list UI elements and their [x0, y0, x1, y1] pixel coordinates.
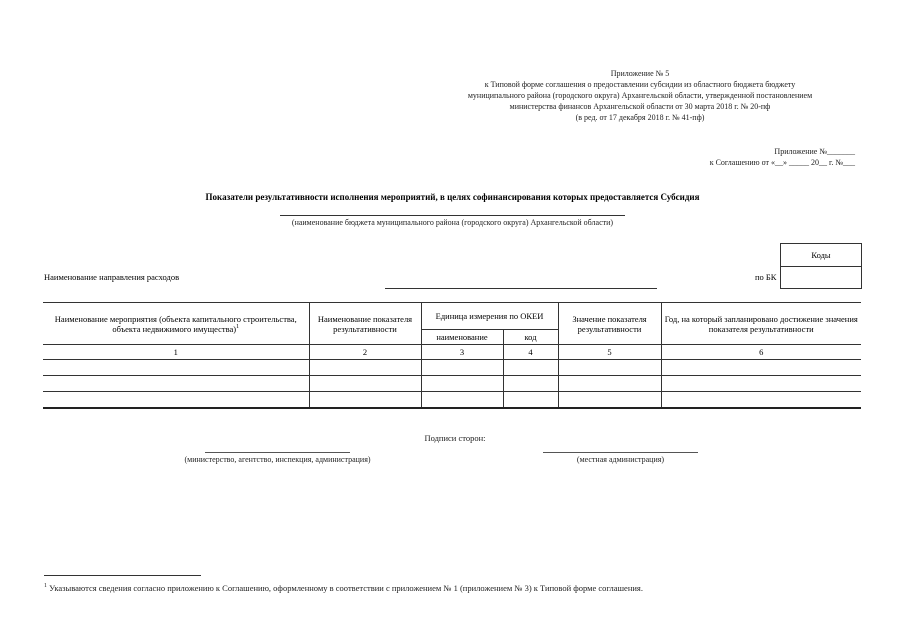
appendix-header	[420, 68, 860, 123]
column-number-row	[43, 345, 861, 360]
budget-name-caption: (наименование бюджета муниципального района (городского округа) Архангельской области)	[291, 218, 614, 227]
table-cell	[503, 376, 558, 392]
table-cell	[421, 360, 503, 376]
table-row	[43, 376, 861, 392]
col-header-unit: Единица измерения по ОКЕИ	[421, 303, 558, 330]
document-title: Показатели результативности исполнения мероприятий, в целях софинансирования которых предоставляется Субсидия	[205, 192, 700, 202]
col-header-value: Значение показателя результативности	[558, 303, 661, 345]
footnote-text: Указываются сведения согласно приложению к Соглашению, оформленному в соответствии с приложением № 1 (приложением № 3) к Типовой форме соглашения.	[49, 583, 643, 593]
indicators-table	[43, 302, 861, 409]
column-number: 6	[661, 345, 861, 360]
column-number: 1	[43, 345, 309, 360]
expense-direction-line	[385, 288, 657, 289]
table-cell	[558, 376, 661, 392]
appendix-number: Приложение № 5	[610, 69, 670, 78]
footnote-mark: 1	[44, 583, 47, 590]
table-row	[43, 360, 861, 376]
table-cell	[503, 392, 558, 409]
col-header-unit-name: наименование	[421, 330, 503, 345]
table-cell	[43, 392, 309, 409]
table-cell	[558, 392, 661, 409]
agreement-reference	[600, 146, 855, 168]
table-cell	[558, 360, 661, 376]
expense-direction-label: Наименование направления расходов	[44, 272, 180, 282]
signature-line-local-admin	[543, 452, 698, 453]
signature-line-ministry	[205, 452, 350, 453]
col-header-unit-code: код	[503, 330, 558, 345]
table-cell	[421, 392, 503, 409]
column-number: 3	[421, 345, 503, 360]
appendix-line: к Типовой форме соглашения о предоставлении субсидии из областного бюджета бюджету	[484, 80, 796, 89]
column-number: 5	[558, 345, 661, 360]
footnote-separator	[44, 575, 201, 576]
agreement-date-number: к Соглашению от «__» _____ 20__ г. №___	[709, 158, 855, 167]
table-cell	[661, 360, 861, 376]
table-cell	[421, 376, 503, 392]
table-row	[43, 392, 861, 409]
signature-caption-local-admin: (местная администрация)	[576, 455, 665, 464]
table-cell	[661, 376, 861, 392]
col-header-year: Год, на который запланировано достижение значения показателя результативности	[661, 303, 861, 345]
col-header-activity: Наименование мероприятия (объекта капитального строительства, объекта недвижимого имущества)$^1$	[43, 303, 309, 345]
signatures-title: Подписи сторон:	[424, 433, 486, 443]
table-cell	[309, 376, 421, 392]
column-number: 4	[503, 345, 558, 360]
table-cell	[43, 376, 309, 392]
appendix-revision: (в ред. от 17 декабря 2018 г. № 41-пф)	[575, 113, 705, 122]
budget-name-line	[280, 215, 625, 216]
column-number: 2	[309, 345, 421, 360]
agreement-appendix-number: Приложение №_______	[774, 147, 855, 156]
codes-label: Коды	[781, 244, 861, 267]
codes-box	[780, 243, 862, 289]
signature-caption-ministry: (министерство, агентство, инспекция, администрация)	[184, 455, 371, 464]
footnote	[44, 583, 874, 593]
table-cell	[309, 360, 421, 376]
bk-label: по БК	[755, 272, 777, 282]
table-cell	[661, 392, 861, 409]
col-header-indicator: Наименование показателя результативности	[309, 303, 421, 345]
appendix-line: министерства финансов Архангельской области от 30 марта 2018 г. № 20-пф	[509, 102, 771, 111]
appendix-line: муниципального района (городского округа) Архангельской области, утвержденной постановлением	[467, 91, 813, 100]
table-cell	[309, 392, 421, 409]
table-cell	[43, 360, 309, 376]
table-cell	[503, 360, 558, 376]
